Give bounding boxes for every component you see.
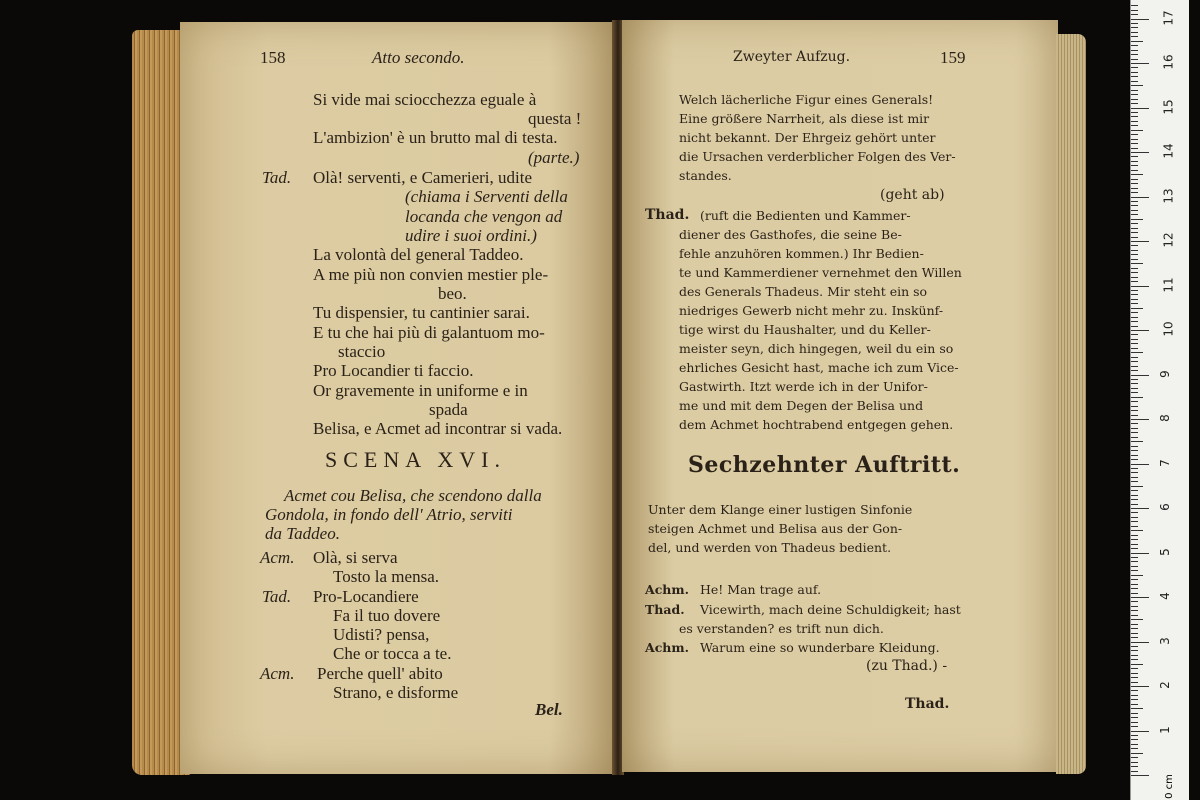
ruler-tick [1131, 125, 1138, 126]
ruler-tick [1131, 690, 1138, 691]
ruler-tick [1131, 686, 1149, 687]
ruler-tick [1131, 512, 1138, 513]
text-line: Strano, e disforme [333, 683, 459, 702]
ruler-tick [1131, 179, 1138, 180]
text-line: staccio [338, 342, 386, 361]
ruler-tick [1131, 401, 1138, 402]
ruler-tick [1131, 45, 1138, 46]
text-line: Vicewirth, mach deine Schuldigkeit; hast [700, 602, 961, 617]
ruler-tick [1131, 464, 1149, 465]
ruler-tick [1131, 526, 1138, 527]
ruler-tick [1131, 566, 1138, 567]
text-line: Olà, si serva [313, 548, 398, 567]
scene-description: del, und werden von Thadeus bedient. [648, 540, 892, 555]
ruler-tick [1131, 392, 1138, 393]
ruler-tick [1131, 326, 1138, 327]
ruler-tick [1131, 27, 1138, 28]
ruler-tick [1131, 642, 1149, 643]
ruler-tick [1131, 334, 1138, 335]
ruler-tick [1131, 67, 1138, 68]
ruler-tick [1131, 659, 1138, 660]
text-line: tige wirst du Haushalter, und du Keller- [679, 322, 931, 337]
ruler-tick [1131, 468, 1138, 469]
ruler-tick [1131, 735, 1138, 736]
text-line: E tu che hai più di galantuom mo- [313, 323, 545, 342]
ruler-number: 5 [1157, 547, 1172, 556]
text-line: Udisti? pensa, [333, 625, 430, 644]
ruler-tick [1131, 339, 1138, 340]
ruler-tick [1131, 281, 1138, 282]
ruler-tick [1131, 410, 1138, 411]
ruler-tick [1131, 245, 1138, 246]
ruler-tick [1131, 481, 1138, 482]
ruler-tick [1131, 321, 1138, 322]
ruler-tick [1131, 116, 1138, 117]
ruler-tick [1131, 771, 1138, 772]
ruler-tick [1131, 148, 1138, 149]
ruler-number: 10 [1161, 321, 1176, 337]
ruler-number: 15 [1161, 98, 1176, 115]
ruler-tick [1131, 610, 1138, 611]
ruler-tick [1131, 366, 1138, 367]
ruler-tick [1131, 459, 1138, 460]
ruler-tick [1131, 588, 1138, 589]
scene-title-italian: SCENA XVI. [325, 447, 507, 472]
text-line: des Generals Thadeus. Mir steht ein so [679, 284, 928, 299]
speaker-label: Thad. [645, 602, 685, 617]
ruler-tick [1131, 388, 1138, 389]
ruler-tick [1131, 108, 1149, 109]
catchword: Bel. [535, 700, 563, 719]
ruler-tick [1131, 601, 1138, 602]
speaker-label: Tad. [262, 587, 292, 606]
ruler-tick [1131, 41, 1143, 42]
ruler-tick [1131, 50, 1138, 51]
ruler-tick [1131, 677, 1138, 678]
ruler-tick [1131, 646, 1138, 647]
text-line: questa ! [528, 109, 582, 128]
page-edges-right [1056, 34, 1086, 774]
ruler-tick [1131, 704, 1138, 705]
text-line: dem Achmet hochtrabend entgegen gehen. [679, 417, 954, 432]
ruler-tick [1131, 722, 1138, 723]
ruler-tick [1131, 530, 1143, 531]
ruler-tick [1131, 370, 1138, 371]
ruler-tick [1131, 717, 1138, 718]
scene-description: steigen Achmet und Belisa aus der Gon- [648, 521, 903, 536]
ruler-tick [1131, 775, 1149, 776]
ruler-tick [1131, 606, 1138, 607]
ruler-number: 11 [1161, 276, 1176, 293]
text-line: spada [429, 400, 468, 419]
ruler-tick [1131, 757, 1138, 758]
ruler-tick [1131, 517, 1138, 518]
ruler-number: 16 [1161, 54, 1176, 70]
ruler-tick [1131, 499, 1138, 500]
ruler-tick [1131, 254, 1138, 255]
ruler-tick [1131, 495, 1138, 496]
text-line: La volontà del general Taddeo. [313, 245, 524, 264]
ruler-tick [1131, 673, 1138, 674]
ruler-tick [1131, 406, 1138, 407]
scene-description: Acmet cou Belisa, che scendono dalla [284, 486, 542, 505]
ruler-tick [1131, 152, 1149, 153]
ruler-tick [1131, 753, 1143, 754]
text-line: ehrliches Gesicht hast, mache ich zum Vice- [679, 360, 959, 375]
ruler-tick [1131, 664, 1143, 665]
ruler-tick [1131, 535, 1138, 536]
text-line: diener des Gasthofes, die seine Be- [679, 227, 902, 242]
ruler-number: 3 [1157, 636, 1172, 645]
ruler-tick [1131, 593, 1138, 594]
ruler-tick [1131, 103, 1138, 104]
ruler-tick [1131, 544, 1138, 545]
ruler-tick [1131, 419, 1149, 420]
catchword: Thad. [905, 696, 950, 712]
ruler-tick [1131, 597, 1149, 598]
ruler-tick [1131, 121, 1138, 122]
ruler-tick [1131, 486, 1143, 487]
ruler-tick [1131, 561, 1138, 562]
ruler-tick [1131, 472, 1138, 473]
text-line: (ruft die Bedienten und Kammer- [700, 208, 911, 223]
text-line: Belisa, e Acmet ad incontrar si vada. [313, 419, 563, 438]
text-line: Tu dispensier, tu cantinier sarai. [313, 303, 530, 322]
speaker-label: Achm. [645, 640, 689, 655]
ruler-tick [1131, 739, 1138, 740]
text-line: Si vide mai sciocchezza eguale à [313, 90, 537, 109]
text-line: Or gravemente in uniforme e in [313, 381, 528, 400]
text-line: Olà! serventi, e Camerieri, udite [313, 168, 533, 187]
ruler-tick [1131, 397, 1143, 398]
ruler-number: 7 [1157, 458, 1172, 467]
speaker-label: Tad. [262, 168, 292, 187]
ruler-tick [1131, 748, 1138, 749]
text-line: es verstanden? es trift nun dich. [679, 621, 884, 636]
ruler-tick [1131, 766, 1138, 767]
ruler-tick [1131, 134, 1138, 135]
ruler-tick [1131, 361, 1138, 362]
ruler-tick [1131, 99, 1138, 100]
stage-direction: (chiama i Serventi della [405, 187, 568, 206]
ruler-tick [1131, 441, 1143, 442]
ruler-tick [1131, 228, 1138, 229]
ruler-tick [1131, 343, 1138, 344]
ruler-tick [1131, 330, 1149, 331]
scene-description: Gondola, in fondo dell' Atrio, serviti [265, 505, 513, 524]
ruler-tick [1131, 5, 1138, 6]
text-line: die Ursachen verderblicher Folgen des Ver- [679, 149, 956, 164]
ruler-tick [1131, 214, 1138, 215]
text-line: Pro-Locandiere [313, 587, 419, 606]
ruler-tick [1131, 59, 1138, 60]
ruler-tick [1131, 139, 1138, 140]
ruler-tick [1131, 94, 1138, 95]
text-line: Pro Locandier ti faccio. [313, 361, 474, 380]
ruler-tick [1131, 668, 1138, 669]
ruler-tick [1131, 726, 1138, 727]
text-line: nicht bekannt. Der Ehrgeiz gehört unter [679, 130, 936, 145]
scene-title-german: Sechzehnter Auftritt. [688, 452, 961, 478]
ruler-tick [1131, 156, 1138, 157]
ruler-tick [1131, 63, 1149, 64]
ruler-tick [1131, 490, 1138, 491]
text-line: standes. [679, 168, 732, 183]
ruler-tick [1131, 633, 1138, 634]
ruler-tick [1131, 272, 1138, 273]
ruler-tick [1131, 81, 1138, 82]
ruler-tick [1131, 10, 1138, 11]
ruler-tick [1131, 317, 1138, 318]
ruler-tick [1131, 375, 1149, 376]
text-line: Welch lächerliche Figur eines Generals! [679, 92, 934, 107]
ruler-tick [1131, 36, 1138, 37]
ruler-tick [1131, 557, 1138, 558]
ruler-tick [1131, 161, 1138, 162]
ruler-unit: 0 cm [1163, 774, 1175, 799]
text-line: Fa il tuo dovere [333, 606, 441, 625]
ruler-number: 2 [1157, 681, 1172, 689]
ruler-tick [1131, 143, 1138, 144]
ruler-tick [1131, 277, 1138, 278]
right-running-head: Zweyter Aufzug. [733, 49, 851, 65]
ruler-tick [1131, 19, 1149, 20]
ruler-tick [1131, 699, 1138, 700]
text-line: L'ambizion' è un brutto mal di testa. [313, 128, 558, 147]
ruler-tick [1131, 263, 1143, 264]
text-line: Gastwirth. Itzt werde ich in der Unifor- [679, 379, 928, 394]
ruler-tick [1131, 54, 1138, 55]
ruler-tick [1131, 579, 1138, 580]
ruler-tick [1131, 223, 1138, 224]
ruler-number: 13 [1161, 187, 1176, 204]
ruler-tick [1131, 584, 1138, 585]
text-line: beo. [438, 284, 467, 303]
ruler-tick [1131, 232, 1138, 233]
ruler-tick [1131, 575, 1143, 576]
ruler-tick [1131, 268, 1138, 269]
text-line: Eine größere Narrheit, als diese ist mir [679, 111, 930, 126]
ruler-tick [1131, 348, 1138, 349]
ruler-tick [1131, 250, 1138, 251]
text-line: te und Kammerdiener vernehmet den Willen [679, 265, 962, 280]
ruler-number: 14 [1161, 143, 1176, 159]
ruler-tick [1131, 415, 1138, 416]
ruler-tick [1131, 183, 1138, 184]
ruler-tick [1131, 432, 1138, 433]
ruler-tick [1131, 762, 1138, 763]
ruler-tick [1131, 210, 1138, 211]
ruler-tick [1131, 615, 1138, 616]
ruler-tick [1131, 650, 1138, 651]
ruler-tick [1131, 548, 1138, 549]
text-line: (parte.) [528, 148, 580, 167]
ruler-tick [1131, 695, 1138, 696]
speaker-label: Achm. [645, 582, 689, 597]
speaker-label: Acm. [260, 664, 295, 683]
ruler-tick [1131, 72, 1138, 73]
ruler-tick [1131, 423, 1138, 424]
ruler-tick [1131, 290, 1138, 291]
ruler-tick [1131, 357, 1138, 358]
ruler-tick [1131, 455, 1138, 456]
speaker-label: Thad. [645, 207, 690, 223]
ruler-tick [1131, 383, 1138, 384]
ruler-number: 4 [1157, 592, 1172, 600]
ruler-tick [1131, 170, 1138, 171]
ruler-tick [1131, 23, 1138, 24]
ruler-tick [1131, 90, 1138, 91]
ruler-tick [1131, 303, 1138, 304]
ruler-number: 9 [1157, 369, 1172, 378]
scene-description: Unter dem Klange einer lustigen Sinfonie [648, 502, 913, 517]
ruler-tick [1131, 628, 1138, 629]
ruler-tick [1131, 237, 1138, 238]
ruler-tick [1131, 352, 1143, 353]
ruler-tick [1131, 450, 1138, 451]
ruler-tick [1131, 312, 1138, 313]
ruler-tick [1131, 219, 1143, 220]
text-line: meister seyn, dich hingegen, weil du ein so [679, 341, 954, 356]
text-line: niedriges Gewerb nicht mehr zu. Inskünf- [679, 303, 944, 318]
ruler-tick [1131, 76, 1138, 77]
ruler-tick [1131, 682, 1138, 683]
measurement-ruler [1130, 0, 1189, 800]
ruler-tick [1131, 624, 1138, 625]
stage-direction: locanda che vengon ad [405, 207, 563, 226]
ruler-tick [1131, 174, 1143, 175]
ruler-tick [1131, 708, 1143, 709]
ruler-tick [1131, 553, 1149, 554]
exit-direction: (geht ab) [880, 187, 945, 203]
text-line: He! Man trage auf. [700, 582, 822, 597]
ruler-tick [1131, 539, 1138, 540]
left-running-head: Atto secondo. [372, 48, 465, 67]
ruler-number: 1 [1157, 725, 1172, 734]
scene-description: da Taddeo. [265, 524, 340, 543]
ruler-number: 8 [1157, 414, 1172, 422]
ruler-tick [1131, 744, 1138, 745]
ruler-tick [1131, 192, 1138, 193]
ruler-number: 17 [1161, 9, 1176, 26]
ruler-tick [1131, 130, 1143, 131]
text-line: Warum eine so wunderbare Kleidung. [700, 640, 940, 655]
ruler-tick [1131, 241, 1149, 242]
ruler-tick [1131, 188, 1138, 189]
text-line: me und mit dem Degen der Belisa und [679, 398, 924, 413]
ruler-tick [1131, 85, 1143, 86]
text-line: Che or tocca a te. [333, 644, 452, 663]
text-line: Perche quell' abito [317, 664, 443, 683]
ruler-tick [1131, 570, 1138, 571]
ruler-tick [1131, 14, 1138, 15]
ruler-tick [1131, 112, 1138, 113]
ruler-tick [1131, 308, 1143, 309]
text-line: fehle anzuhören kommen.) Ihr Bedien- [679, 246, 924, 261]
ruler-number: 6 [1157, 503, 1172, 511]
ruler-tick [1131, 437, 1138, 438]
ruler-tick [1131, 428, 1138, 429]
ruler-tick [1131, 731, 1149, 732]
ruler-tick [1131, 446, 1138, 447]
aside-direction: (zu Thad.) - [866, 658, 948, 674]
ruler-tick [1131, 713, 1138, 714]
ruler-tick [1131, 286, 1149, 287]
right-page-number: 159 [940, 48, 966, 67]
ruler-tick [1131, 165, 1138, 166]
ruler-tick [1131, 504, 1138, 505]
text-line: A me più non convien mestier ple- [313, 265, 549, 284]
ruler-tick [1131, 521, 1138, 522]
left-page-number: 158 [260, 48, 286, 67]
ruler-tick [1131, 259, 1138, 260]
ruler-tick [1131, 201, 1138, 202]
ruler-tick [1131, 477, 1138, 478]
ruler-number: 12 [1161, 232, 1176, 248]
speaker-label: Acm. [260, 548, 295, 567]
ruler-tick [1131, 299, 1138, 300]
ruler-tick [1131, 32, 1138, 33]
ruler-tick [1131, 508, 1149, 509]
ruler-tick [1131, 197, 1149, 198]
ruler-tick [1131, 379, 1138, 380]
ruler-tick [1131, 619, 1143, 620]
ruler-tick [1131, 655, 1138, 656]
stage-direction: udire i suoi ordini.) [405, 226, 537, 245]
ruler-tick [1131, 294, 1138, 295]
ruler-tick [1131, 205, 1138, 206]
text-line: Tosto la mensa. [333, 567, 439, 586]
ruler-tick [1131, 637, 1138, 638]
